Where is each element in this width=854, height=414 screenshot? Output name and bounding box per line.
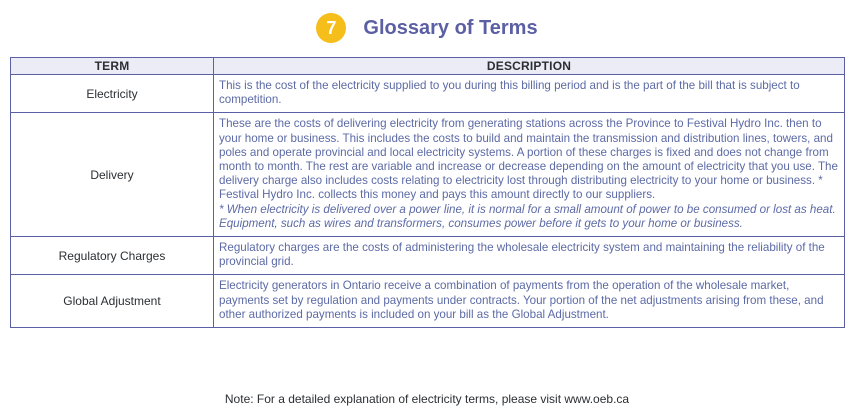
description-cell: Regulatory charges are the costs of administering the wholesale electricity system and maintaining the reliability of the provincial grid.: [214, 237, 845, 275]
term-cell: Delivery: [11, 113, 214, 237]
section-number-badge: 7: [316, 13, 346, 43]
table-row: [11, 237, 845, 275]
term-cell: Electricity: [11, 75, 214, 113]
description-cell: Electricity generators in Ontario receive a combination of payments from the operation of the wholesale market, payments set by regulation and payments under contracts. Your portion of the net adjustments arising from these, and other authorized payments is included on your bill as the Global Adjustment.: [214, 275, 845, 328]
table-row: [11, 275, 845, 328]
section-header: [0, 11, 854, 45]
description-cell: [214, 113, 845, 237]
footnote-text: * When electricity is delivered over a power line, it is normal for a small amount of power to be consumed or lost as heat. Equipment, such as wires and transformers, consumes power before it gets to your home or business.: [219, 202, 836, 230]
section-title: Glossary of Terms: [363, 16, 538, 39]
column-header-term: TERM: [11, 58, 214, 75]
description-text: These are the costs of delivering electricity from generating stations across the Province to Festival Hydro Inc. then to your home or business. This includes the costs to build and maintain the transmission and distribution lines, towers, and poles and operate provincial and local electricity systems. A portion of these charges is fixed and does not change from month to month. The rest are variable and increase or decrease depending on the amount of electricity that you use. The delivery charge also includes costs relating to electricity lost through distributing electricity to your home or business. * Festival Hydro Inc. collects this money and pays this amount directly to our suppliers.: [219, 117, 838, 202]
table-row: [11, 75, 845, 113]
footer-note: Note: For a detailed explanation of electricity terms, please visit www.oeb.ca: [224, 392, 630, 406]
glossary-table: [10, 57, 845, 328]
table-row: [11, 113, 845, 237]
table-header-row: [11, 58, 845, 75]
term-cell: Global Adjustment: [11, 275, 214, 328]
term-cell: Regulatory Charges: [11, 237, 214, 275]
description-cell: This is the cost of the electricity supplied to you during this billing period and is the part of the bill that is subject to competition.: [214, 75, 845, 113]
column-header-description: DESCRIPTION: [214, 58, 845, 75]
